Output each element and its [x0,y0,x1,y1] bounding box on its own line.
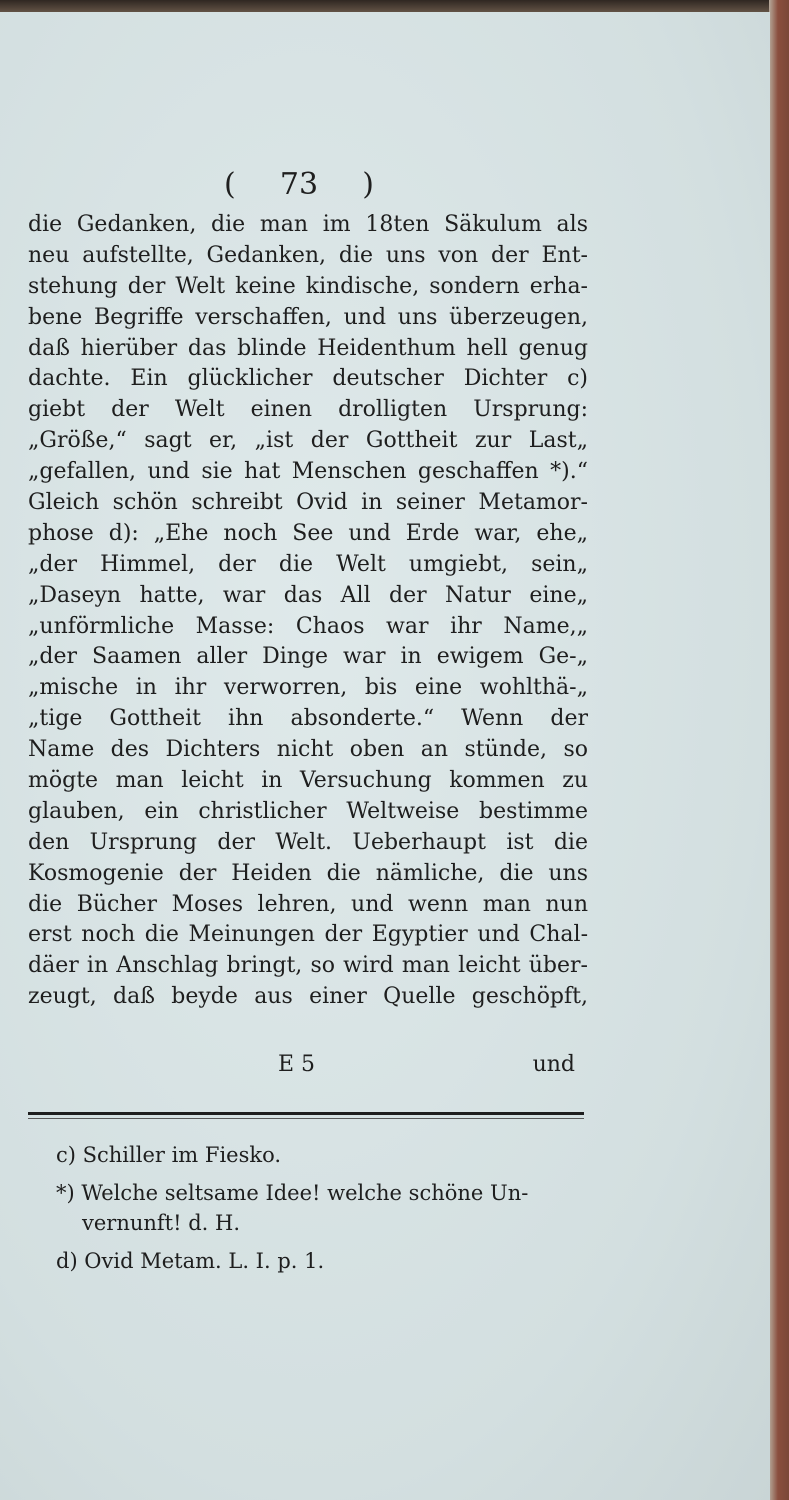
body-line: „mische in ihr verworren, bis eine wohlthä-„ [28,675,588,701]
body-line: glauben, ein christlicher Weltweise bestimme [28,798,588,824]
body-line: Kosmogenie der Heiden die nämliche, die uns [28,860,588,886]
body-line: erst noch die Meinungen der Egyptier und Chal- [28,922,588,948]
body-line: „der Himmel, der die Welt umgiebt, sein„ [28,551,588,577]
body-text [28,210,588,1013]
page-number-close-paren: ) [362,166,374,202]
body-line: „unförmliche Masse: Chaos war ihr Name,„ [28,613,588,639]
page-number [224,164,374,204]
body-line: „der Saamen aller Dinge war in ewigem Ge-„ [28,644,588,670]
body-line: Name des Dichters nicht oben an stünde, so [28,737,588,763]
body-line: mögte man leicht in Versuchung kommen zu [28,768,588,794]
body-line: „gefallen, und sie hat Menschen geschaffen *).“ [28,459,588,485]
page-number-value: 73 [279,166,319,202]
body-line: stehung der Welt keine kindische, sondern erha- [28,273,588,299]
body-line: neu aufstellte, Gedanken, die uns von der Ent- [28,242,588,268]
body-line: „tige Gottheit ihn absonderte.“ Wenn der [28,706,588,732]
body-line: däer in Anschlag bringt, so wird man leicht über- [28,953,588,979]
footnote-d: d) Ovid Metam. L. I. p. 1. [56,1249,325,1273]
body-line: die Gedanken, die man im 18ten Säkulum als [28,212,588,237]
body-line: die Bücher Moses lehren, und wenn man nun [28,891,588,917]
body-line: daß hierüber das blinde Heidenthum hell genug [28,335,588,361]
footnotes [56,1140,596,1276]
body-line: „Daseyn hatte, war das All der Natur eine„ [28,582,588,608]
body-line: den Ursprung der Welt. Ueberhaupt ist die [28,829,588,855]
footnote-divider-thin [28,1118,584,1119]
footnote-divider [28,1112,584,1115]
catchword: und [532,1052,575,1077]
body-line: giebt der Welt einen drolligten Ursprung: [28,397,588,423]
body-line: phose d): „Ehe noch See und Erde war, ehe„ [28,520,588,546]
body-line: „Größe,“ sagt er, „ist der Gottheit zur Last„ [28,428,588,454]
body-line: Gleich schön schreibt Ovid in seiner Metamor- [28,490,588,516]
body-line: dachte. Ein glücklicher deutscher Dichter c) [28,366,588,392]
book-page [0,12,770,1500]
signature-line [30,1052,575,1082]
footnote-star: *) Welche seltsame Idee! welche schöne Un- [56,1181,529,1205]
signature-mark: E 5 [278,1052,316,1077]
book-edge-right [769,0,789,1500]
body-line: zeugt, daß beyde aus einer Quelle geschöpft, [28,984,588,1010]
footnote-c: c) Schiller im Fiesko. [56,1143,282,1167]
page-number-open-paren: ( [224,166,236,202]
body-line: bene Begriffe verschaffen, und uns überzeugen, [28,304,588,330]
footnote-star-continued: vernunft! d. H. [82,1211,241,1235]
